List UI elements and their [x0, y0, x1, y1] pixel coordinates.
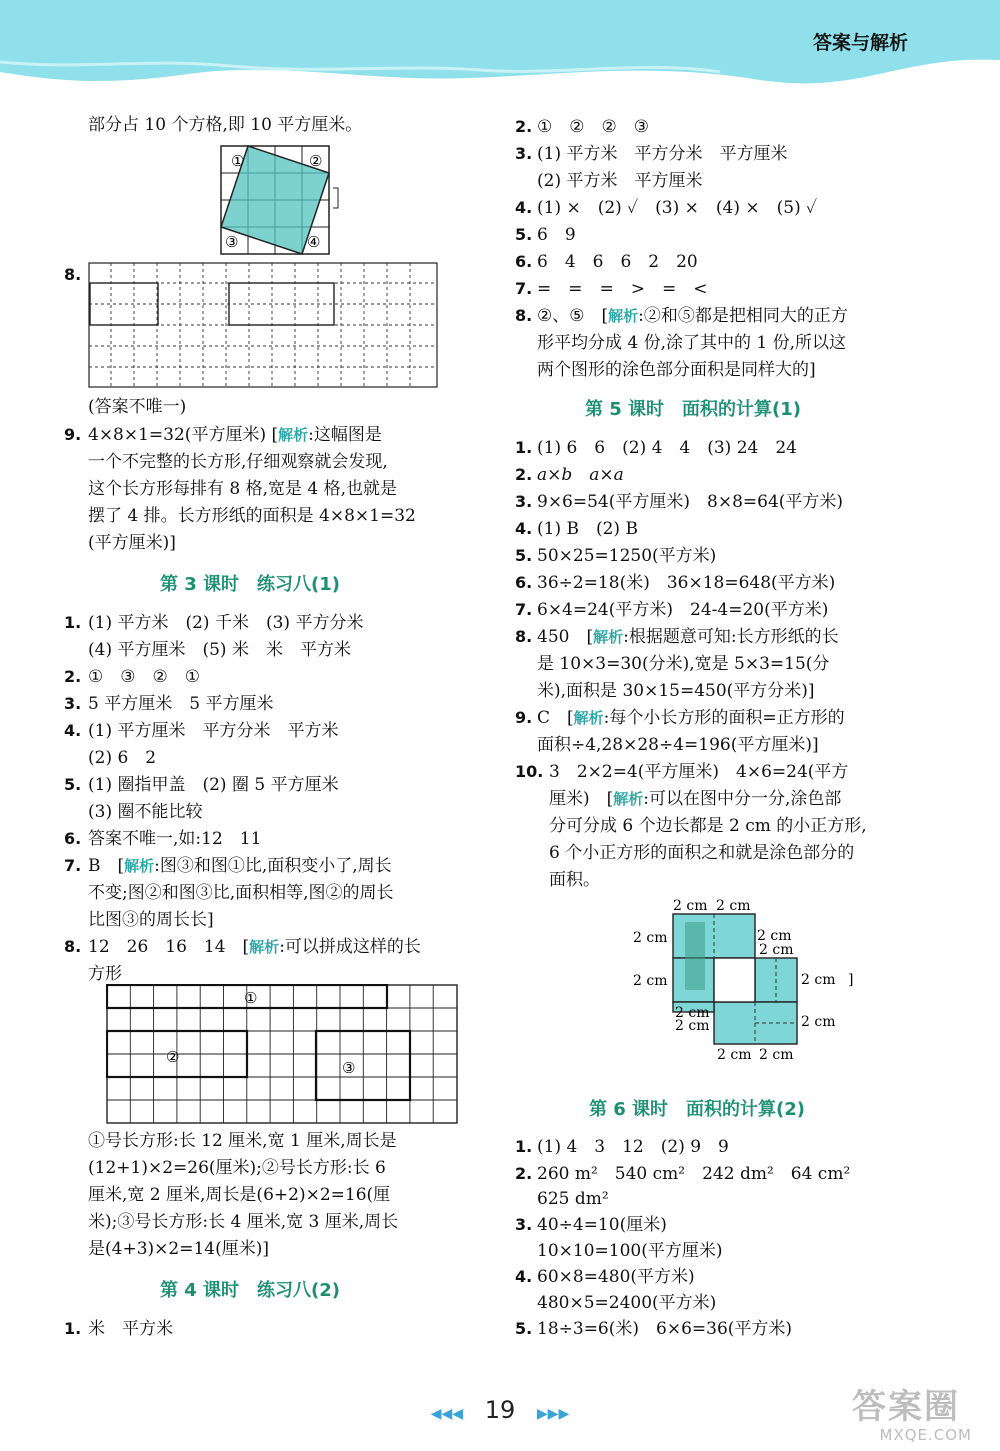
- r-num-0: 2.: [515, 117, 533, 136]
- q7-line1: :图③和图①比,面积变小了,周长: [154, 856, 392, 876]
- q7-line2: 不变;图②和图③比,面积相等,图②的周长: [88, 883, 394, 903]
- r-text-2: (2) 平方米 平方厘米: [537, 171, 703, 191]
- q7-analysis-tag: 解析: [124, 857, 155, 875]
- s4-answer: 米 平方米: [88, 1319, 173, 1339]
- s5-text-2: 9×6=54(平方厘米) 8×8=64(平方米): [537, 492, 844, 512]
- text-line: 部分占 10 个方格,即 10 平方厘米。: [88, 115, 363, 135]
- q9-line2: 一个不完整的长方形,仔细观察就会发现,: [88, 452, 388, 472]
- q7-answer: B [: [88, 856, 125, 876]
- fig-bracket: ]: [848, 972, 854, 988]
- page-number-area: [0, 1396, 1000, 1424]
- q9-line5: (平方厘米)]: [88, 533, 176, 553]
- fig1-label-2: ②: [309, 152, 323, 170]
- next-arrows-icon: ▶▶▶: [536, 1406, 570, 1422]
- watermark-logo: 答案圈: [852, 1387, 960, 1427]
- s5q8-line2: 是 10×3=30(分米),宽是 5×3=15(分: [537, 654, 830, 674]
- q8b-explain-1: ①号长方形:长 12 厘米,宽 1 厘米,周长是: [88, 1131, 397, 1151]
- shaded-area-figure: [625, 892, 865, 1067]
- tilted-square-figure: [219, 144, 349, 256]
- section-4-title: 第 4 课时 练习八(2): [160, 1280, 341, 1301]
- fig-cm-4: 2 cm: [757, 928, 792, 944]
- s3-num-0: 1.: [64, 613, 82, 632]
- q8b-number: 8.: [64, 937, 82, 956]
- s5q8-line3: 米),面积是 30×15=450(平方分米)]: [537, 681, 815, 701]
- fig-cm-11: 2 cm: [717, 1047, 752, 1063]
- r-num-1: 3.: [515, 144, 533, 163]
- r-q8-line1: :②和⑤都是把相同大的正方: [638, 306, 848, 326]
- s5q8-analysis-tag: 解析: [593, 628, 624, 646]
- r-q8-line2: 形平均分成 4 份,涂了其中的 1 份,所以这: [537, 333, 847, 353]
- s5q9-answer: C [: [537, 708, 574, 728]
- s3-text-8: 答案不唯一,如:12 11: [88, 829, 262, 849]
- q8b-explain-3: 厘米,宽 2 厘米,周长是(6+2)×2=16(厘: [88, 1185, 391, 1205]
- fig1-label-3: ③: [225, 233, 239, 251]
- r-q8-answer: ②、⑤ [: [537, 306, 609, 326]
- s5q10-line4: 面积。: [549, 870, 600, 890]
- s6-num-0: 1.: [515, 1137, 533, 1156]
- s3-text-3: 5 平方厘米 5 平方厘米: [88, 694, 274, 714]
- q9-analysis-tag: 解析: [278, 426, 309, 444]
- s3-text-5: (2) 6 2: [88, 748, 157, 768]
- q9-line4: 摆了 4 排。长方形纸的面积是 4×8×1=32: [88, 506, 416, 526]
- fig-cm-12: 2 cm: [759, 1047, 794, 1063]
- s5-text-6: 6×4=24(平方米) 24-4=20(平方米): [537, 600, 829, 620]
- fig-cm-5: 2 cm: [759, 942, 794, 958]
- s3-num-2: 2.: [64, 667, 82, 686]
- fig3-label-1: ①: [244, 989, 258, 1007]
- s6-text-4: 10×10=100(平方厘米): [537, 1241, 723, 1261]
- r-q8-number: 8.: [515, 306, 533, 325]
- fig-cm-10: 2 cm: [801, 1014, 836, 1030]
- s5q9-line2: 面积÷4,28×28÷4=196(平方厘米)]: [537, 735, 819, 755]
- header-banner: [0, 0, 1000, 100]
- prev-arrows-icon: ◀◀◀: [430, 1406, 464, 1422]
- q8-number: 8.: [64, 265, 82, 284]
- q9-bracket: [: [271, 425, 279, 445]
- q9-line3: 这个长方形每排有 8 格,宽是 4 格,也就是: [88, 479, 398, 499]
- fig-cm-3: 2 cm: [633, 930, 668, 946]
- s5q8-line1: :根据题意可知:长方形纸的长: [623, 627, 839, 647]
- fig-cm-8: 2 cm: [675, 1005, 710, 1021]
- s5q10-line2: 分可分成 6 个边长都是 2 cm 的小正方形,: [549, 816, 867, 836]
- fig3-label-3: ③: [342, 1059, 356, 1077]
- q7-line3: 比图③的周长长]: [88, 910, 214, 930]
- s6-text-5: 60×8=480(平方米): [537, 1267, 695, 1287]
- r-text-3: (1) × (2) ✓ (3) × (4) × (5) ✓: [537, 198, 818, 218]
- s6-text-2: 625 dm²: [537, 1189, 609, 1209]
- s3-num-4: 4.: [64, 721, 82, 740]
- s4-number: 1.: [64, 1319, 82, 1338]
- s3-num-3: 3.: [64, 694, 82, 713]
- s5-text-5: 36÷2=18(米) 36×18=648(平方米): [537, 573, 836, 593]
- s6-text-3: 40÷4=10(厘米): [537, 1215, 667, 1235]
- fig-cm-1: 2 cm: [673, 898, 708, 914]
- q9-number: 9.: [64, 425, 82, 444]
- r-num-5: 6.: [515, 252, 533, 271]
- fig1-label-1: ①: [231, 152, 245, 170]
- s3-text-1: (4) 平方厘米 (5) 米 米 平方米: [88, 640, 351, 660]
- r-text-5: 6 4 6 6 2 20: [537, 252, 698, 272]
- s5-text-3: (1) B (2) B: [537, 519, 638, 539]
- s3-num-6: 5.: [64, 775, 82, 794]
- r-text-4: 6 9: [537, 225, 576, 245]
- section-3-title: 第 3 课时 练习八(1): [160, 574, 341, 595]
- s6-num-1: 2.: [515, 1164, 533, 1183]
- s6-text-7: 18÷3=6(米) 6×6=36(平方米): [537, 1319, 793, 1339]
- s5-num-0: 1.: [515, 438, 533, 457]
- r-text-0: ① ② ② ③: [537, 117, 649, 137]
- q8b-analysis-tag: 解析: [249, 938, 280, 956]
- q8b-explain-4: 米);③号长方形:长 4 厘米,宽 3 厘米,周长: [88, 1212, 399, 1232]
- s3-text-6: (1) 圈指甲盖 (2) 圈 5 平方厘米: [88, 775, 339, 795]
- r-num-3: 4.: [515, 198, 533, 217]
- s6-num-7: 5.: [515, 1319, 533, 1338]
- s5q10-line3: 6 个小正方形的面积之和就是涂色部分的: [549, 843, 855, 863]
- fig3-label-2: ②: [166, 1048, 180, 1066]
- q9-line1: :这幅图是: [308, 425, 382, 445]
- fig-cm-6: 2 cm: [633, 973, 668, 989]
- q8b-explain-2: (12+1)×2=26(厘米);②号长方形:长 6: [88, 1158, 386, 1178]
- r-text-1: (1) 平方米 平方分米 平方厘米: [537, 144, 788, 164]
- r-q8-line3: 两个图形的涂色部分面积是同样大的]: [537, 360, 816, 380]
- fig-cm-9: 2 cm: [675, 1018, 710, 1034]
- page-number: 19: [484, 1396, 516, 1424]
- s3-num-8: 6.: [64, 829, 82, 848]
- s3-text-7: (3) 圈不能比较: [88, 802, 203, 822]
- q8b-line2: 方形: [88, 964, 122, 984]
- q7-number: 7.: [64, 856, 82, 875]
- fig-cm-2: 2 cm: [716, 898, 751, 914]
- section-6-title: 第 6 课时 面积的计算(2): [589, 1099, 806, 1120]
- s5q10-analysis-tag: 解析: [613, 790, 644, 808]
- s3-text-2: ① ③ ② ①: [88, 667, 200, 687]
- s5q8-answer: 450 [: [537, 627, 594, 647]
- s5q9-analysis-tag: 解析: [573, 709, 604, 727]
- s5q9-number: 9.: [515, 708, 533, 727]
- s5-num-6: 7.: [515, 600, 533, 619]
- s5-num-1: 2.: [515, 465, 533, 484]
- s6-num-5: 4.: [515, 1267, 533, 1286]
- q8-note: (答案不唯一): [88, 397, 187, 417]
- r-text-6: = = = > = <: [537, 279, 708, 299]
- s5q10-line1b: :可以在图中分一分,涂色部: [643, 789, 842, 809]
- s5q9-line1: :每个小长方形的面积=正方形的: [603, 708, 845, 728]
- s6-text-0: (1) 4 3 12 (2) 9 9: [537, 1137, 729, 1157]
- watermark-url: MXQE.COM: [879, 1426, 972, 1444]
- s5-text-4: 50×25=1250(平方米): [537, 546, 717, 566]
- s5-text-1: a×b a×a: [537, 465, 624, 485]
- s6-num-3: 3.: [515, 1215, 533, 1234]
- s5-num-4: 5.: [515, 546, 533, 565]
- header-title: 答案与解析: [812, 32, 908, 54]
- s5q8-number: 8.: [515, 627, 533, 646]
- s5-num-5: 6.: [515, 573, 533, 592]
- s5-text-0: (1) 6 6 (2) 4 4 (3) 24 24: [537, 438, 797, 458]
- rectangles-grid-figure: [106, 984, 460, 1126]
- section-5-title: 第 5 课时 面积的计算(1): [585, 399, 802, 420]
- q8b-answer: 12 26 16 14 [: [88, 937, 250, 957]
- s5q10-line1: 厘米) [: [549, 789, 614, 809]
- s5-num-2: 3.: [515, 492, 533, 511]
- r-q8-analysis-tag: 解析: [608, 307, 639, 325]
- r-num-4: 5.: [515, 225, 533, 244]
- s5q10-number: 10.: [515, 762, 544, 781]
- q8b-explain-5: 是(4+3)×2=14(厘米)]: [88, 1239, 269, 1259]
- watermark: [852, 1388, 972, 1448]
- s3-text-0: (1) 平方米 (2) 千米 (3) 平方分米: [88, 613, 364, 633]
- fig-cm-7: 2 cm: [801, 972, 836, 988]
- q8b-line1: :可以拼成这样的长: [279, 937, 421, 957]
- dashed-grid-figure: [88, 262, 440, 390]
- s6-text-1: 260 m² 540 cm² 242 dm² 64 cm²: [537, 1164, 851, 1184]
- q9-answer: 4×8×1=32(平方厘米): [88, 425, 267, 445]
- s3-text-4: (1) 平方厘米 平方分米 平方米: [88, 721, 339, 741]
- s5-num-3: 4.: [515, 519, 533, 538]
- s5q10-answer: 3 2×2=4(平方厘米) 4×6=24(平方: [549, 762, 849, 782]
- s6-text-6: 480×5=2400(平方米): [537, 1293, 717, 1313]
- fig1-label-4: ④: [307, 233, 321, 251]
- r-num-6: 7.: [515, 279, 533, 298]
